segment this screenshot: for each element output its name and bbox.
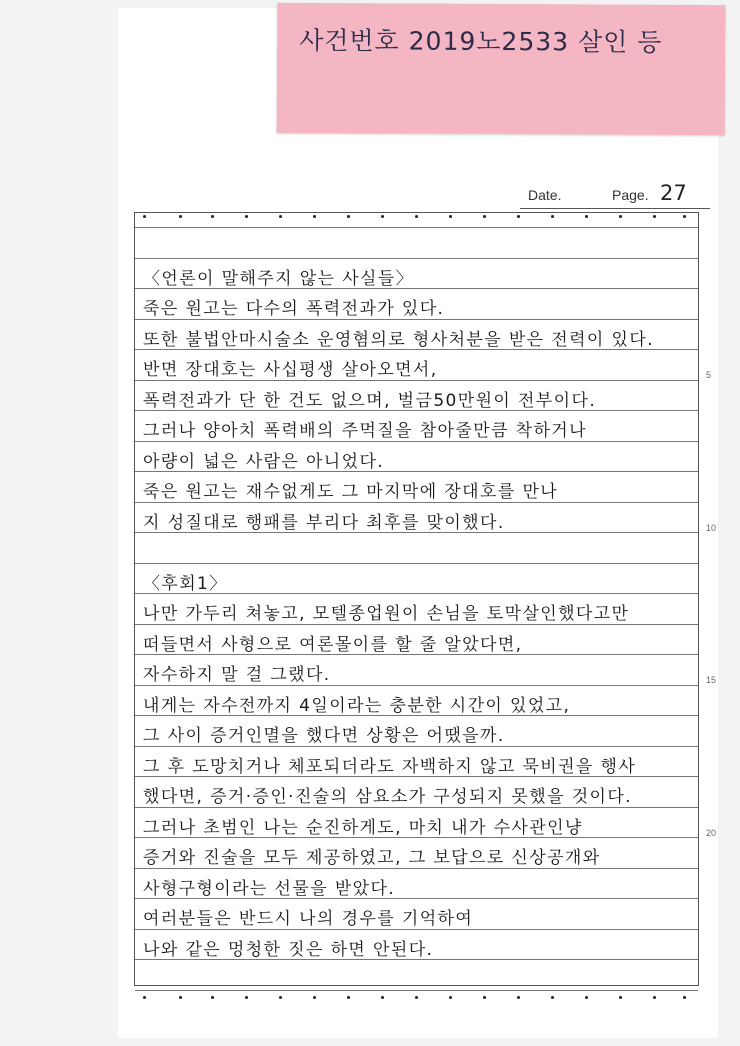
header-underline bbox=[520, 208, 710, 209]
date-label: Date. bbox=[528, 187, 562, 203]
handwritten-line: 그러나 초범인 나는 순진하게도, 마치 내가 수사관인냥 bbox=[143, 818, 583, 838]
page-header bbox=[520, 182, 710, 210]
ruler-dot bbox=[517, 215, 520, 218]
handwritten-line: 폭력전과가 단 한 건도 없으며, 벌금50만원이 전부이다. bbox=[143, 391, 597, 411]
ruler-dot bbox=[585, 996, 588, 999]
handwritten-line: 지 성질대로 행패를 부리다 최후를 맞이했다. bbox=[143, 513, 505, 533]
ruler-dot bbox=[179, 996, 182, 999]
handwritten-line: 〈언론이 말해주지 않는 사실들〉 bbox=[143, 269, 415, 289]
ruler-dot bbox=[179, 215, 182, 218]
ruler-dot bbox=[347, 215, 350, 218]
ruled-line bbox=[135, 227, 698, 228]
ruler-dot bbox=[683, 996, 686, 999]
ruler-dot bbox=[415, 996, 418, 999]
ruler-dot bbox=[619, 996, 622, 999]
handwritten-line: 또한 불법안마시술소 운영혐의로 형사처분을 받은 전력이 있다. bbox=[143, 330, 654, 350]
ruled-line bbox=[135, 746, 698, 747]
ruler-dot bbox=[551, 996, 554, 999]
sticky-note bbox=[277, 3, 726, 135]
page-number: 27 bbox=[660, 181, 687, 205]
ruled-line bbox=[135, 990, 698, 991]
ruler-dot bbox=[245, 215, 248, 218]
ruler-dot bbox=[279, 215, 282, 218]
ruler-dot bbox=[585, 215, 588, 218]
ruled-line bbox=[135, 502, 698, 503]
ruler-dot bbox=[381, 996, 384, 999]
ruler-dot bbox=[245, 996, 248, 999]
ruler-dot bbox=[211, 996, 214, 999]
page-label: Page. bbox=[612, 187, 649, 203]
handwritten-line: 사형구형이라는 선물을 받았다. bbox=[143, 879, 396, 899]
handwritten-line: 나와 같은 멍청한 짓은 하면 안된다. bbox=[143, 940, 434, 960]
top-dot-row bbox=[135, 215, 698, 221]
margin-line-number: 15 bbox=[706, 675, 717, 685]
ruled-line bbox=[135, 563, 698, 564]
handwritten-line: 증거와 진술을 모두 제공하였고, 그 보답으로 신상공개와 bbox=[143, 848, 601, 868]
bottom-dot-row bbox=[135, 996, 698, 1002]
ruler-dot bbox=[313, 215, 316, 218]
ruler-dot bbox=[449, 996, 452, 999]
handwritten-line: 떠들면서 사형으로 여론몰이를 할 줄 알았다면, bbox=[143, 635, 523, 655]
ruler-dot bbox=[483, 996, 486, 999]
ruler-dot bbox=[683, 215, 686, 218]
ruler-dot bbox=[347, 996, 350, 999]
ruler-dot bbox=[381, 215, 384, 218]
ruler-dot bbox=[619, 215, 622, 218]
ruled-line bbox=[135, 807, 698, 808]
ruler-dot bbox=[143, 996, 146, 999]
handwritten-line: 죽은 원고는 재수없게도 그 마지막에 장대호를 만나 bbox=[143, 482, 559, 502]
margin-line-number: 5 bbox=[706, 370, 712, 380]
ruler-dot bbox=[653, 996, 656, 999]
handwritten-line: 자수하지 말 걸 그랬다. bbox=[143, 665, 331, 685]
ruled-notebook-area bbox=[134, 212, 699, 986]
ruled-line bbox=[135, 929, 698, 930]
margin-line-number: 20 bbox=[706, 828, 717, 838]
handwritten-line: 그러나 양아치 폭력배의 주먹질을 참아줄만큼 착하거나 bbox=[143, 421, 587, 441]
handwritten-line: 했다면, 증거·증인·진술의 삼요소가 구성되지 못했을 것이다. bbox=[143, 787, 632, 807]
ruler-dot bbox=[143, 215, 146, 218]
handwritten-line: 내게는 자수전까지 4일이라는 충분한 시간이 있었고, bbox=[143, 696, 571, 716]
margin-line-number: 10 bbox=[706, 523, 717, 533]
ruler-dot bbox=[653, 215, 656, 218]
ruler-dot bbox=[211, 215, 214, 218]
ruled-line bbox=[135, 441, 698, 442]
ruled-line bbox=[135, 624, 698, 625]
ruled-line bbox=[135, 868, 698, 869]
handwritten-line: 죽은 원고는 다수의 폭력전과가 있다. bbox=[143, 299, 445, 319]
handwritten-line: 그 후 도망치거나 체포되더라도 자백하지 않고 묵비권을 행사 bbox=[143, 757, 637, 777]
case-number-text: 사건번호 2019노2533 살인 등 bbox=[299, 25, 663, 57]
ruled-line bbox=[135, 258, 698, 259]
ruler-dot bbox=[415, 215, 418, 218]
handwritten-line: 아량이 넓은 사람은 아니었다. bbox=[143, 452, 385, 472]
ruled-line bbox=[135, 380, 698, 381]
ruler-dot bbox=[313, 996, 316, 999]
ruler-dot bbox=[483, 215, 486, 218]
handwritten-line: 여러분들은 반드시 나의 경우를 기억하여 bbox=[143, 909, 474, 929]
ruler-dot bbox=[517, 996, 520, 999]
ruler-dot bbox=[551, 215, 554, 218]
handwritten-line: 반면 장대호는 사십평생 살아오면서, bbox=[143, 360, 438, 380]
ruler-dot bbox=[279, 996, 282, 999]
ruled-line bbox=[135, 319, 698, 320]
handwritten-line: 〈후회1〉 bbox=[143, 574, 228, 594]
ruler-dot bbox=[449, 215, 452, 218]
handwritten-line: 나만 가두리 쳐놓고, 모텔종업원이 손님을 토막살인했다고만 bbox=[143, 604, 630, 624]
handwritten-line: 그 사이 증거인멸을 했다면 상황은 어땠을까. bbox=[143, 726, 505, 746]
ruled-line bbox=[135, 685, 698, 686]
